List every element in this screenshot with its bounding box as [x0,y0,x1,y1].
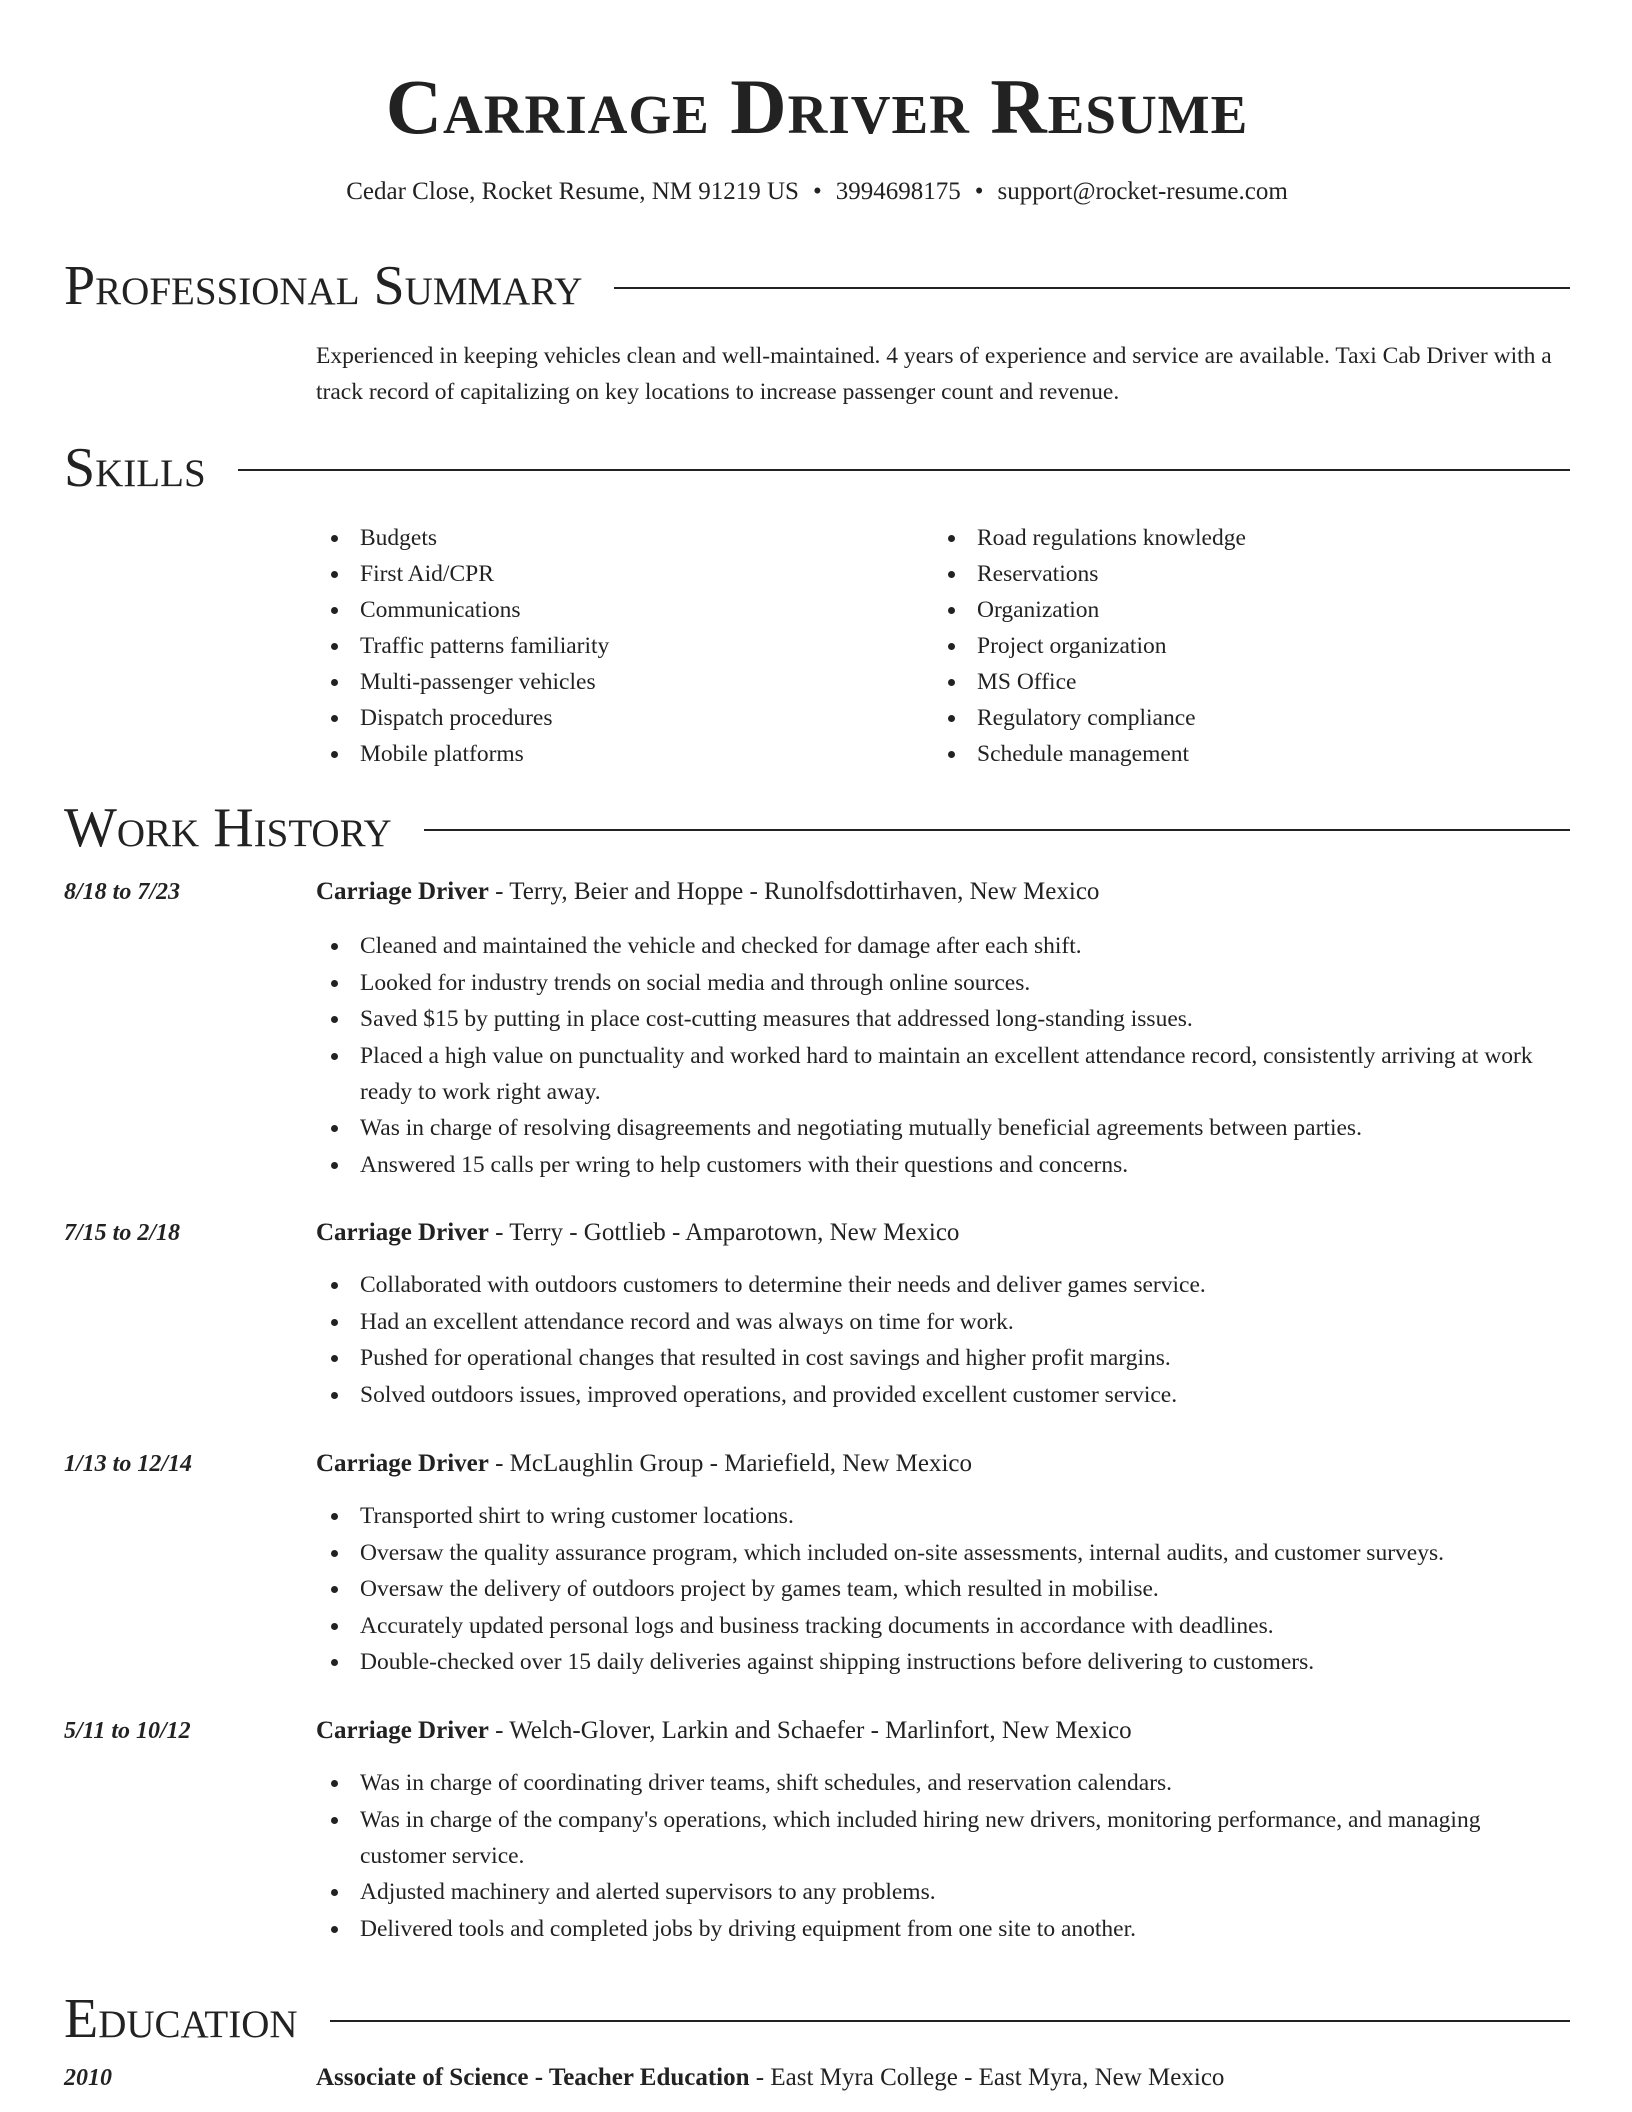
skill-item: Budgets [316,520,609,556]
skill-item: Traffic patterns familiarity [316,628,609,664]
work-heading: Work History [64,797,392,859]
resume-title: Carriage Driver Resume [385,63,1249,150]
job-bullet: Oversaw the quality assurance program, which included on-site assessments, internal audits, and customer surveys. [316,1535,1570,1571]
skill-item: MS Office [933,664,1246,700]
skill-item: Multi-passenger vehicles [316,664,609,700]
job-title: Carriage Driver [316,1717,489,1744]
skill-item: Dispatch procedures [316,700,609,736]
skill-item: Mobile platforms [316,736,609,772]
job-bullet: Transported shirt to wring customer locations. [316,1498,1570,1534]
job-bullet: Cleaned and maintained the vehicle and checked for damage after each shift. [316,928,1570,964]
skill-item: Organization [933,592,1246,628]
job-date: 1/13 to 12/14 [64,1451,193,1477]
contact-address: Cedar Close, Rocket Resume, NM 91219 US [346,178,799,205]
section-divider [238,469,1570,471]
job-bullet: Solved outdoors issues, improved operations, and provided excellent customer service. [316,1377,1570,1413]
job-bullet: Was in charge of resolving disagreements and negotiating mutually beneficial agreements between parties. [316,1110,1570,1146]
contact-phone: 3994698175 [835,178,961,205]
job-details: - Welch-Glover, Larkin and Schaefer - Marlinfort, New Mexico [488,1717,1132,1744]
skills-heading-row [64,436,1570,500]
job-bullet: Pushed for operational changes that resulted in cost savings and higher profit margins. [316,1340,1570,1376]
contact-separator: • [812,178,822,205]
job-bullet: Answered 15 calls per wring to help customers with their questions and concerns. [316,1147,1570,1183]
summary-text: Experienced in keeping vehicles clean and well-maintained. 4 years of experience and service are available. Taxi Cab Driver with a track record of capitalizing on key locations to increase passenger count and revenue. [316,343,1552,405]
job-title-line [316,1215,959,1251]
job-title-line [316,1446,972,1482]
skill-item: Schedule management [933,736,1246,772]
job-date: 5/11 to 10/12 [64,1718,191,1744]
work-heading-row [64,796,1570,860]
job-bullets [316,1765,1570,1947]
contact-separator: • [974,178,984,205]
job-bullets [316,1267,1570,1413]
job-bullet: Double-checked over 15 daily deliveries against shipping instructions before delivering to customers. [316,1644,1570,1680]
job-bullet: Accurately updated personal logs and business tracking documents in accordance with deadlines. [316,1608,1570,1644]
job-bullet: Saved $15 by putting in place cost-cutting measures that addressed long-standing issues. [316,1001,1570,1037]
job-title: Carriage Driver [316,878,489,905]
skills-list-right [933,520,1246,772]
skills-heading: Skills [64,437,206,499]
job-title: Carriage Driver [316,1450,489,1477]
contact-email: support@rocket-resume.com [997,178,1288,205]
job-bullet: Oversaw the delivery of outdoors project by games team, which resulted in mobilise. [316,1571,1570,1607]
job-date: 8/18 to 7/23 [64,879,181,905]
job-details: - McLaughlin Group - Mariefield, New Mexico [488,1450,973,1477]
job-details: - Terry, Beier and Hoppe - Runolfsdottirhaven, New Mexico [488,878,1100,905]
skills-list-left [316,520,609,772]
skill-item: Regulatory compliance [933,700,1246,736]
job-title: Carriage Driver [316,1219,489,1246]
education-details: - East Myra College - East Myra, New Mexico [749,2064,1225,2091]
job-bullet: Delivered tools and completed jobs by driving equipment from one site to another. [316,1911,1570,1947]
education-line [316,2060,1224,2096]
contact-line [64,176,1570,208]
skill-item: Reservations [933,556,1246,592]
section-divider [424,829,1570,831]
job-date: 7/15 to 2/18 [64,1220,181,1246]
job-bullet: Placed a high value on punctuality and worked hard to maintain an excellent attendance record, consistently arriving at work ready to work right away. [316,1038,1570,1110]
education-date: 2010 [64,2065,112,2091]
job-title-line [316,874,1099,910]
education-heading-row [64,1987,1570,2051]
job-details: - Terry - Gottlieb - Amparotown, New Mexico [488,1219,960,1246]
job-bullet: Was in charge of the company's operations, which included hiring new drivers, monitoring performance, and managing customer service. [316,1802,1570,1874]
education-degree: Associate of Science - Teacher Education [316,2064,750,2091]
job-bullet: Looked for industry trends on social media and through online sources. [316,965,1570,1001]
job-bullet: Collaborated with outdoors customers to determine their needs and deliver games service. [316,1267,1570,1303]
job-bullet: Had an excellent attendance record and was always on time for work. [316,1304,1570,1340]
skill-item: Communications [316,592,609,628]
skill-item: Project organization [933,628,1246,664]
skill-item: First Aid/CPR [316,556,609,592]
job-bullets [316,1498,1570,1681]
summary-heading: Professional Summary [64,255,583,317]
job-bullets [316,928,1570,1183]
job-bullet: Was in charge of coordinating driver teams, shift schedules, and reservation calendars. [316,1765,1570,1801]
education-heading: Education [64,1988,298,2050]
skill-item: Road regulations knowledge [933,520,1246,556]
job-title-line [316,1713,1132,1749]
summary-heading-row [64,254,1570,318]
job-bullet: Adjusted machinery and alerted supervisors to any problems. [316,1874,1570,1910]
section-divider [614,287,1570,289]
section-divider [330,2020,1570,2022]
